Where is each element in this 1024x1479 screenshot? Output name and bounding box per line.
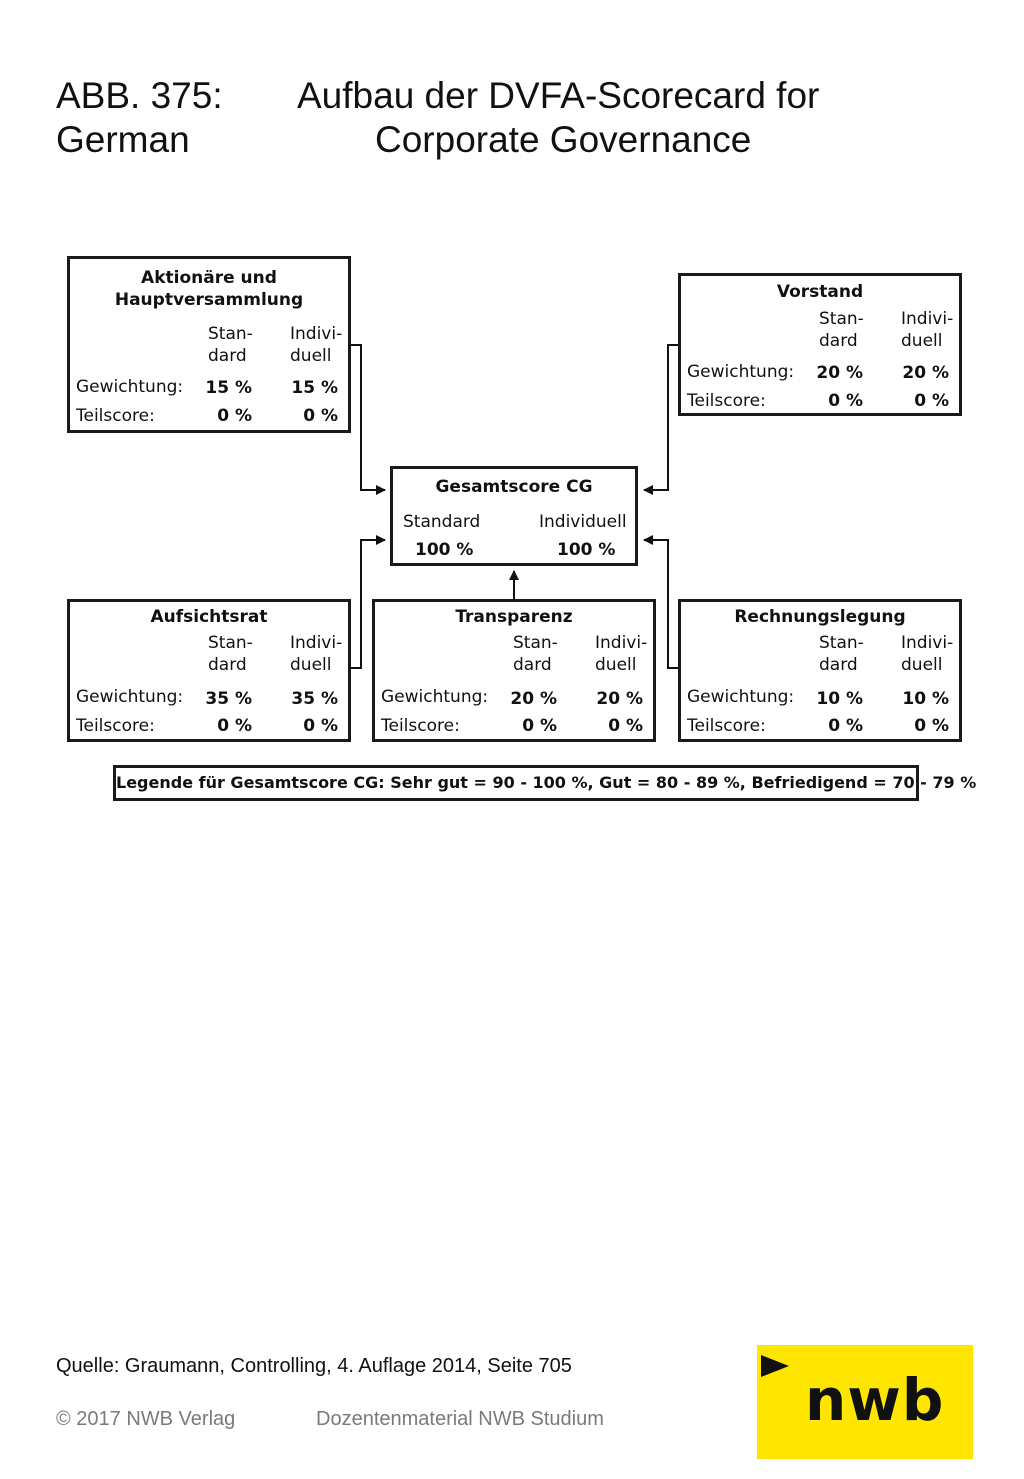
col-individuell: Indivi- [290, 324, 343, 344]
col-standard: dard [208, 655, 247, 675]
col-standard: Stan- [513, 633, 558, 653]
teilscore-individuell: 0 % [303, 716, 338, 736]
row-teilscore: Teilscore: [687, 391, 766, 411]
box-title: Aufsichtsrat [150, 607, 268, 627]
arrow-vorstand [644, 345, 678, 490]
copyright-notice: © 2017 NWB Verlag [56, 1408, 236, 1430]
box-title: Aktionäre und [141, 268, 277, 288]
title-text-line2b: Corporate Governance [375, 119, 752, 160]
teilscore-standard: 0 % [828, 716, 863, 736]
row-gewichtung: Gewichtung: [687, 362, 795, 382]
row-teilscore: Teilscore: [687, 716, 766, 736]
box-title: Vorstand [776, 282, 864, 302]
col-standard: Stan- [819, 309, 864, 329]
col-individuell: Indivi- [901, 309, 954, 329]
course-material-label: Dozentenmaterial NWB Studium [316, 1408, 604, 1430]
gewichtung-standard: 35 % [205, 689, 252, 709]
gesamt-individuell-value: 100 % [557, 540, 616, 560]
gewichtung-standard: 20 % [816, 363, 863, 383]
box-aufsichtsrat [67, 599, 351, 742]
gewichtung-standard: 15 % [205, 378, 252, 398]
gewichtung-standard: 20 % [510, 689, 557, 709]
col-standard: Stan- [208, 324, 253, 344]
nwb-logo [757, 1345, 973, 1459]
col-individuell: duell [901, 331, 943, 351]
arrow-aktionaere [351, 345, 385, 490]
row-teilscore: Teilscore: [381, 716, 460, 736]
col-individuell: Indivi- [901, 633, 954, 653]
title-label: ABB. 375: [56, 75, 223, 116]
row-gewichtung: Gewichtung: [381, 687, 489, 707]
col-individuell: Indivi- [595, 633, 648, 653]
col-individuell: duell [290, 346, 332, 366]
teilscore-standard: 0 % [522, 716, 557, 736]
box-transparenz [372, 599, 656, 742]
box-gesamtscore [390, 466, 638, 566]
teilscore-individuell: 0 % [608, 716, 643, 736]
col-individuell: Indivi- [290, 633, 343, 653]
gesamt-standard-label: Standard [403, 512, 481, 532]
teilscore-individuell: 0 % [914, 391, 949, 411]
teilscore-individuell: 0 % [914, 716, 949, 736]
gewichtung-individuell: 35 % [291, 689, 338, 709]
gewichtung-standard: 10 % [816, 689, 863, 709]
box-rechnungslegung [678, 599, 962, 742]
box-vorstand [678, 273, 962, 416]
title-text-line1: Aufbau der DVFA-Scorecard for [297, 75, 820, 116]
gesamtscore-title: Gesamtscore CG [435, 477, 593, 497]
col-individuell: duell [901, 655, 943, 675]
row-teilscore: Teilscore: [76, 716, 155, 736]
gewichtung-individuell: 20 % [596, 689, 643, 709]
col-standard: Stan- [819, 633, 864, 653]
box-title: Hauptversammlung [114, 290, 304, 310]
teilscore-standard: 0 % [828, 391, 863, 411]
box-aktionaere [67, 256, 351, 433]
gewichtung-individuell: 20 % [902, 363, 949, 383]
score-legend: Legende für Gesamtscore CG: Sehr gut = 90 - 100 %, Gut = 80 - 89 %, Befriedigend = 70 - 79 % [113, 765, 919, 801]
gewichtung-individuell: 10 % [902, 689, 949, 709]
teilscore-standard: 0 % [217, 406, 252, 426]
logo-triangle-icon [761, 1355, 789, 1377]
box-title: Transparenz [455, 607, 573, 627]
gesamt-standard-value: 100 % [415, 540, 474, 560]
box-title: Rechnungslegung [734, 607, 906, 627]
col-individuell: duell [595, 655, 637, 675]
row-gewichtung: Gewichtung: [687, 687, 795, 707]
teilscore-standard: 0 % [217, 716, 252, 736]
col-standard: Stan- [208, 633, 253, 653]
col-standard: dard [208, 346, 247, 366]
teilscore-individuell: 0 % [303, 406, 338, 426]
row-gewichtung: Gewichtung: [76, 687, 184, 707]
row-gewichtung: Gewichtung: [76, 377, 184, 397]
gewichtung-individuell: 15 % [291, 378, 338, 398]
col-standard: dard [513, 655, 552, 675]
title-text-line2a: German [56, 119, 190, 160]
logo-wordmark: nwb [805, 1366, 945, 1434]
col-individuell: duell [290, 655, 332, 675]
gesamt-individuell-label: Individuell [539, 512, 627, 532]
col-standard: dard [819, 655, 858, 675]
col-standard: dard [819, 331, 858, 351]
row-teilscore: Teilscore: [76, 406, 155, 426]
source-citation: Quelle: Graumann, Controlling, 4. Auflage 2014, Seite 705 [56, 1355, 572, 1377]
